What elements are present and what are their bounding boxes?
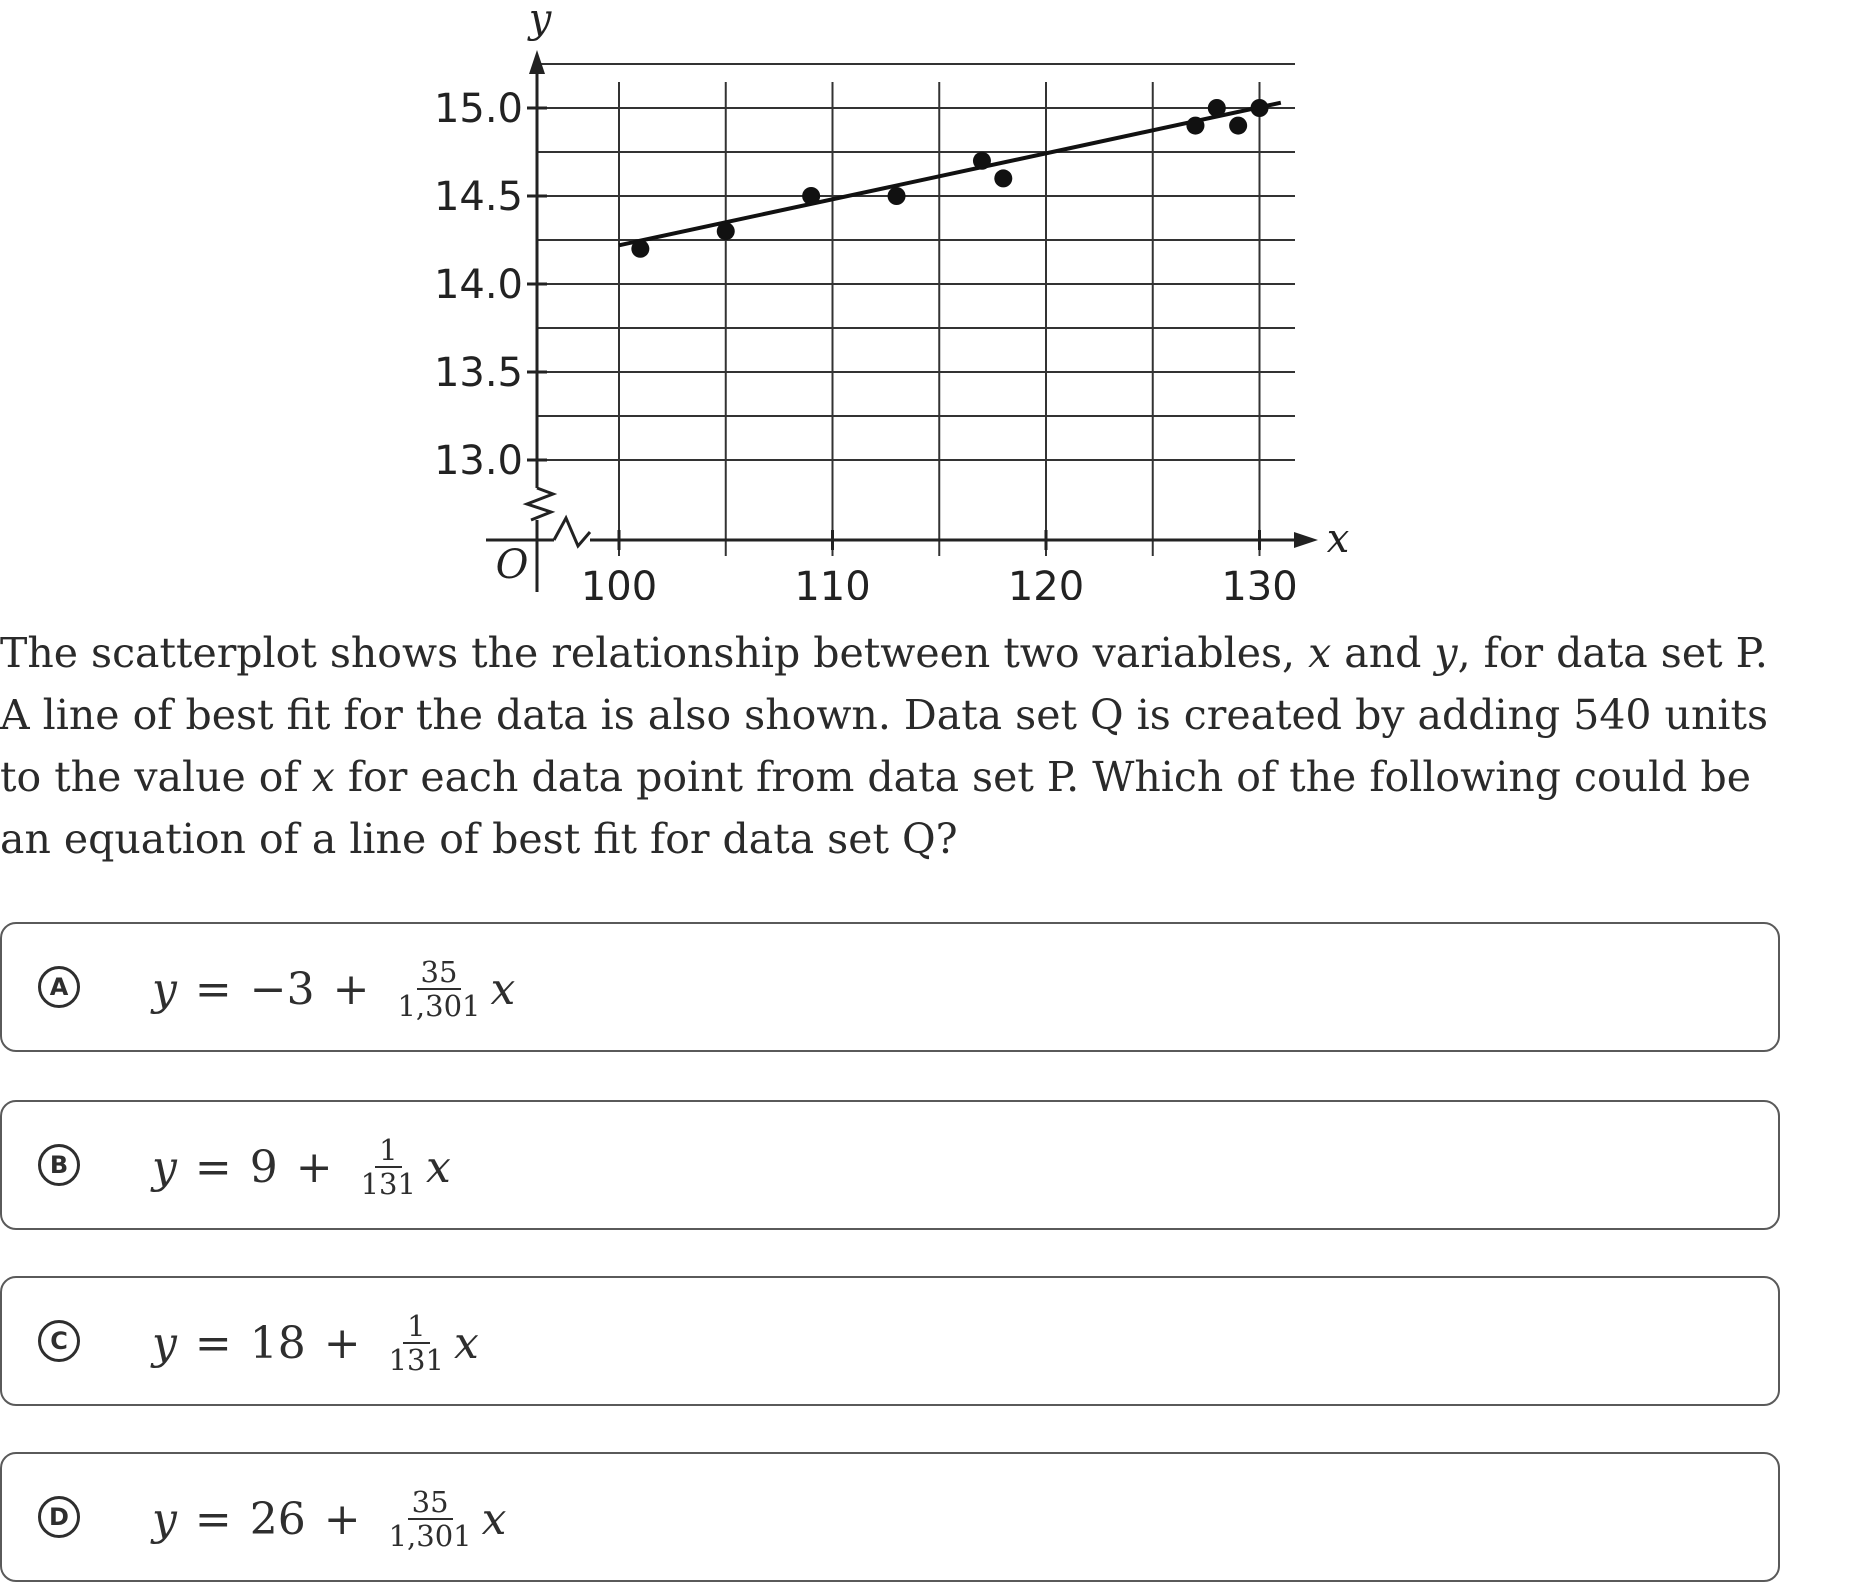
y-tick-label: 14.0	[433, 262, 523, 308]
question-var-x-2: x	[311, 753, 335, 801]
y-axis-arrow	[529, 50, 545, 74]
data-point	[1186, 117, 1204, 135]
best-fit-line	[619, 103, 1281, 246]
choice-a-fraction: $\frac{35}{1,301}$	[397, 955, 481, 1023]
x-axis-break	[554, 518, 590, 546]
data-point	[888, 187, 906, 205]
scatterplot	[0, 0, 1874, 600]
data-point	[994, 169, 1012, 187]
y-axis-break	[527, 488, 553, 520]
y-tick-label: 13.5	[433, 350, 523, 396]
origin-label: O	[495, 542, 529, 588]
y-tick-label: 15.0	[433, 86, 523, 132]
choice-a-letter: A	[38, 966, 80, 1008]
data-point	[631, 240, 649, 258]
x-tick-label: 100	[580, 564, 658, 600]
data-point	[1229, 117, 1247, 135]
question-text: The scatterplot shows the relationship between two variables, x and y, for data set P. A line of best fit for the data is also shown. Data set Q is created by adding 540 units to the value of x for each data point from data set P. Which of the following could be an equation of a line of best fit for data set Q?	[0, 629, 1768, 863]
question-var-y: y	[1434, 629, 1458, 677]
data-points	[631, 99, 1268, 258]
x-axis-label: x	[1326, 516, 1350, 562]
y-tick-label: 14.5	[433, 174, 523, 220]
data-point	[1208, 99, 1226, 117]
data-point	[717, 222, 735, 240]
choice-d-equation: y = 26 + $\frac{35}{1,301}$ x	[152, 1485, 507, 1553]
choice-d[interactable]	[0, 1452, 1780, 1582]
grid	[537, 64, 1295, 556]
choice-a-equation: y = −3 + $\frac{35}{1,301}$ x	[152, 955, 516, 1023]
y-axis-label: y	[528, 0, 552, 42]
question-var-x: x	[1308, 629, 1332, 677]
choice-c[interactable]	[0, 1276, 1780, 1406]
choice-d-fraction: $\frac{35}{1,301}$	[388, 1485, 472, 1553]
choice-c-letter: C	[38, 1320, 80, 1362]
data-point	[1251, 99, 1269, 117]
x-tick-label: 130	[1221, 564, 1298, 600]
x-axis-arrow	[1294, 532, 1318, 548]
choice-c-fraction: $\frac{1}{131}$	[388, 1309, 444, 1377]
data-point	[802, 187, 820, 205]
choice-b-equation: y = 9 + $\frac{1}{131}$ x	[152, 1133, 451, 1201]
data-point	[973, 152, 991, 170]
choice-d-letter: D	[38, 1496, 80, 1538]
x-tick-label: 120	[1007, 564, 1085, 600]
y-tick-label: 13.0	[433, 438, 523, 484]
choice-b-fraction: $\frac{1}{131}$	[360, 1133, 416, 1201]
choice-b-letter: B	[38, 1144, 80, 1186]
choice-a[interactable]	[0, 922, 1780, 1052]
x-tick-label: 110	[794, 564, 871, 600]
axes	[486, 0, 1349, 592]
best-fit-line-layer	[619, 103, 1281, 246]
choice-c-equation: y = 18 + $\frac{1}{131}$ x	[152, 1309, 479, 1377]
choice-b[interactable]	[0, 1100, 1780, 1230]
